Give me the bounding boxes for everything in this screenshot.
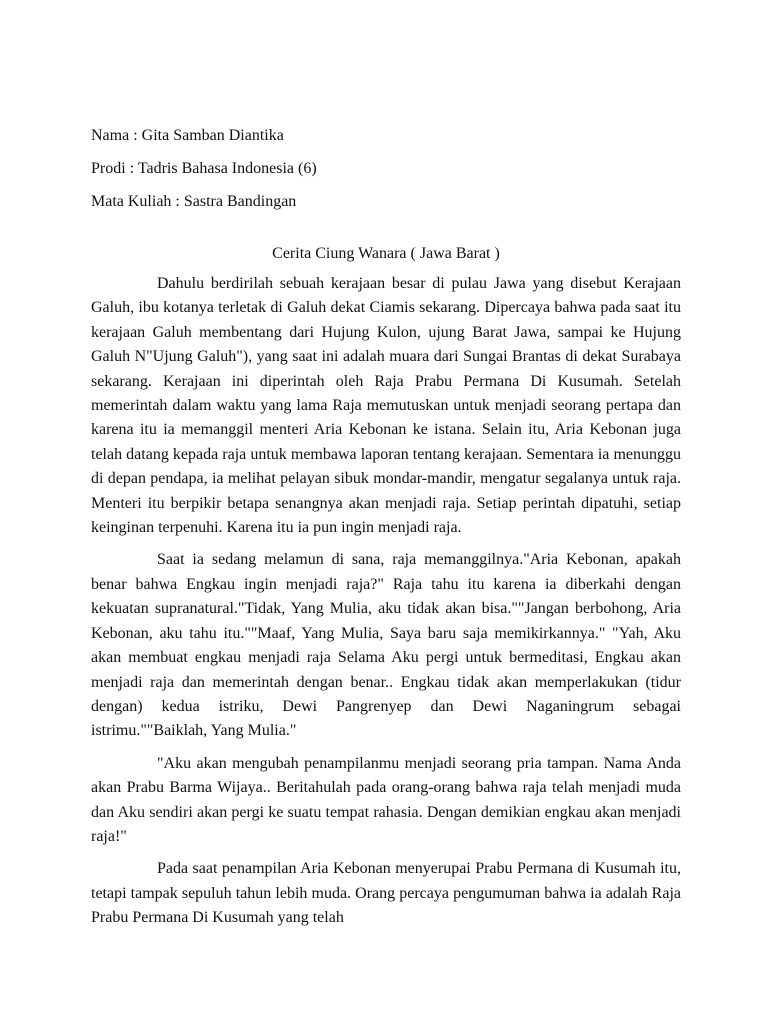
study-program-line: Prodi : Tadris Bahasa Indonesia (6) [91,160,317,177]
course-line: Mata Kuliah : Sastra Bandingan [91,193,297,210]
story-paragraph: "Aku akan mengubah penampilanmu menjadi seorang pria tampan. Nama Anda akan Prabu Barma Wijaya.. Beritahulah pada orang-orang bahwa raja telah menjadi muda dan Aku sendiri akan pergi ke suatu tempat rahasia. Dengan demikian engkau akan menjadi raja!" [91,754,681,845]
story-paragraph: Saat ia sedang melamun di sana, raja memanggilnya."Aria Kebonan, apakah benar bahwa Engkau ingin menjadi raja?" Raja tahu itu karena ia diberkahi dengan kekuatan supranatural."Tidak, Yang Mulia, aku tidak akan bisa.""Jangan berbohong, Aria Kebonan, aku tahu itu.""Maaf, Yang Mulia, Saya baru saja memikirkannya." "Yah, Aku akan membuat engkau menjadi raja Selama Aku pergi untuk bermeditasi, Engkau akan menjadi raja dan memerintah dengan benar.. Engkau tidak akan memperlakukan (tidur dengan) kedua istriku, Dewi Pangrenyep dan Dewi Naganingrum sebagai istrimu.""Baiklah, Yang Mulia." [91,551,681,740]
story-paragraph: Dahulu berdirilah sebuah kerajaan besar di pulau Jawa yang disebut Kerajaan Galuh, ibu kotanya terletak di Galuh dekat Ciamis sekarang. Dipercaya bahwa pada saat itu kerajaan Galuh membentang dari Hujung Kulon, ujung Barat Jawa, sampai ke Hujung Galuh N"Ujung Galuh"), yang saat ini adalah muara dari Sungai Brantas di dekat Surabaya sekarang. Kerajaan ini diperintah oleh Raja Prabu Permana Di Kusumah. Setelah memerintah dalam waktu yang lama Raja memutuskan untuk menjadi seorang pertapa dan karena itu ia memanggil menteri Aria Kebonan ke istana. Selain itu, Aria Kebonan juga telah datang kepada raja untuk membawa laporan tentang kerajaan. Sementara ia menunggu di depan pendapa, ia melihat pelayan sibuk mondar-mandir, mengatur segalanya untuk raja. Menteri itu berpikir betapa senangnya akan menjadi raja. Setiap perintah dipatuhi, setiap keinginan terpenuhi. Karena itu ia pun ingin menjadi raja. [91,275,681,537]
story-title: Cerita Ciung Wanara ( Jawa Barat ) [272,245,500,262]
story-paragraph: Pada saat penampilan Aria Kebonan menyerupai Prabu Permana di Kusumah itu, tetapi tampak sepuluh tahun lebih muda. Orang percaya pengumuman bahwa ia adalah Raja Prabu Permana Di Kusumah yang telah [91,860,681,927]
document-page [91,126,681,939]
student-name-line: Nama : Gita Samban Diantika [91,127,284,144]
